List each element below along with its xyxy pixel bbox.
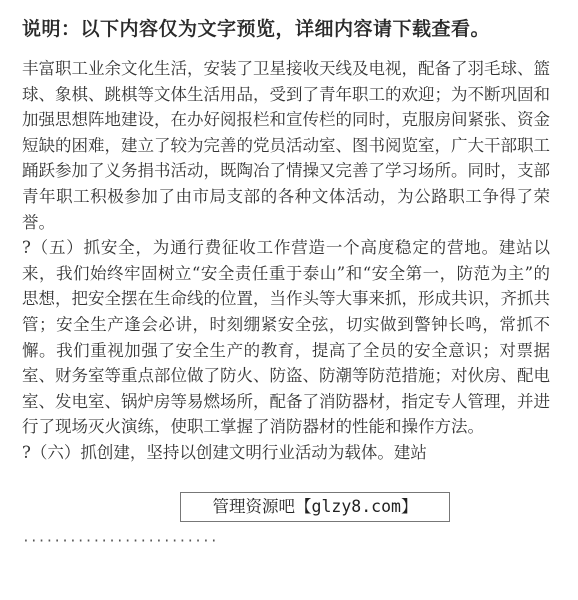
- paragraph-safety: ?（五）抓安全，为通行费征收工作营造一个高度稳定的营地。建站以来，我们始终牢固树立“安全责任重于泰山”和“安全第一，防范为主”的思想，把安全摆在生命线的位置，当作头等大事来抓，形成共识，齐抓共管；安全生产逢会必讲，时刻绷紧安全弦，切实做到警钟长鸣，常抓不懈。我们重视加强了安全生产的教育，提高了全员的安全意识；对票据室、财务室等重点部位做了防火、防盗、防潮等防范措施；对伙房、配电室、发电室、锅炉房等易燃场所，配备了消防器材，指定专人管理，并进行了现场灭火演练，使职工掌握了消防器材的性能和操作方法。: [22, 238, 550, 437]
- preview-notice: 说明：以下内容仅为文字预览，详细内容请下载查看。: [22, 18, 491, 40]
- watermark-banner: 管理资源吧【glzy8.com】: [180, 492, 450, 522]
- paragraph-creation: ?（六）抓创建，坚持以创建文明行业活动为载体。建站: [22, 442, 427, 462]
- truncation-ellipsis: ·························: [22, 534, 218, 549]
- paragraph-culture: 丰富职工业余文化生活，安装了卫星接收天线及电视，配备了羽毛球、篮球、象棋、跳棋等文体生活用品，受到了青年职工的欢迎；为不断巩固和加强思想阵地建设，在办好阅报栏和宣传栏的同时，克服房间紧张、资金短缺的困难，建立了较为完善的党员活动室、图书阅览室，广大干部职工踊跃参加了义务捐书活动，既陶冶了情操又完善了学习场所。同时，支部青年职工积极参加了由市局支部的各种文体活动，为公路职工争得了荣誉。: [22, 59, 550, 232]
- document-body: [22, 56, 550, 466]
